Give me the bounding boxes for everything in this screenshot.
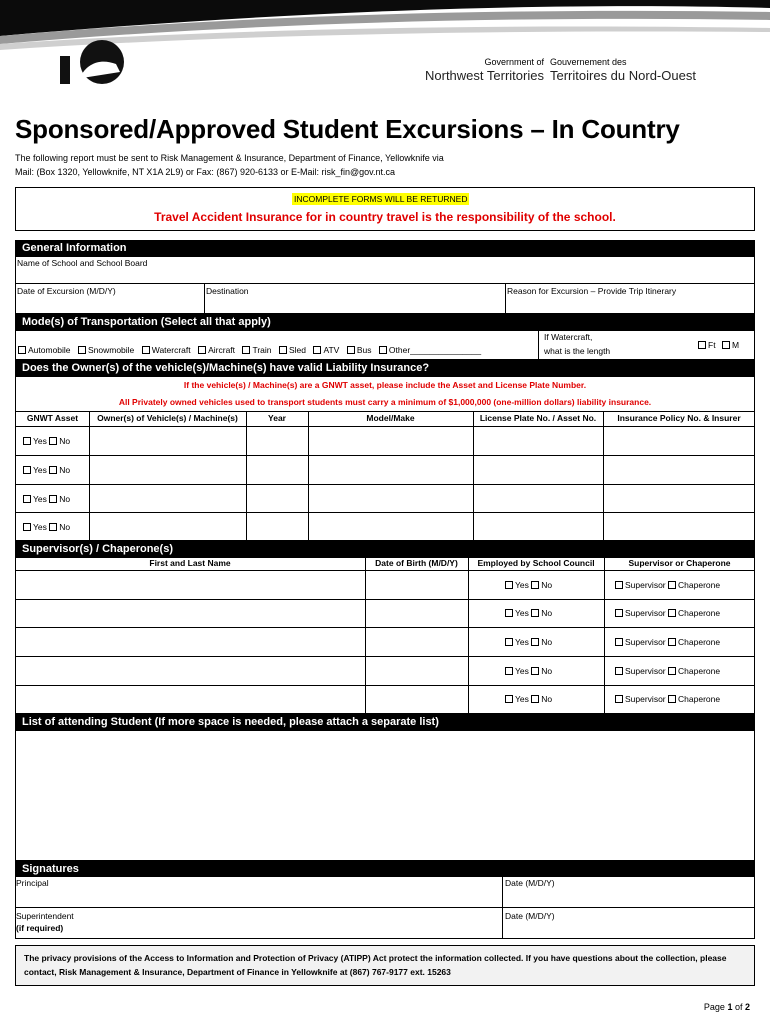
checkbox-icon bbox=[531, 609, 539, 617]
checkbox-icon bbox=[49, 437, 57, 445]
option-train[interactable]: Train bbox=[242, 345, 271, 355]
liability-heading: Does the Owner(s) of the vehicle(s)/Machine(s) have valid Liability Insurance? bbox=[15, 360, 755, 376]
role-row-5[interactable]: Supervisor Chaperone bbox=[615, 694, 720, 704]
intro-text bbox=[15, 151, 615, 179]
row-divider bbox=[15, 685, 755, 686]
checkbox-icon bbox=[668, 667, 676, 675]
col-divider bbox=[246, 411, 247, 541]
general-info-heading: General Information bbox=[15, 240, 755, 256]
role-row-3[interactable]: Supervisor Chaperone bbox=[615, 637, 720, 647]
row-divider bbox=[15, 627, 755, 628]
option-aircraft[interactable]: Aircraft bbox=[198, 345, 235, 355]
checkbox-icon bbox=[668, 695, 676, 703]
option-snowmobile[interactable]: Snowmobile bbox=[78, 345, 134, 355]
checkbox-icon bbox=[531, 695, 539, 703]
transport-heading: Mode(s) of Transportation (Select all that apply) bbox=[15, 314, 755, 330]
col-divider bbox=[365, 557, 366, 714]
col-divider bbox=[604, 557, 605, 714]
checkbox-icon bbox=[313, 346, 321, 354]
date-label: Date of Excursion (M/D/Y) bbox=[17, 286, 116, 296]
checkbox-icon bbox=[615, 695, 623, 703]
checkbox-icon bbox=[279, 346, 287, 354]
col-divider bbox=[473, 411, 474, 541]
option-bus[interactable]: Bus bbox=[347, 345, 372, 355]
intro-line-2: Mail: (Box 1320, Yellowknife, NT X1A 2L9) or Fax: (867) 920-6133 or E-Mail: risk_fin@gov.nt.ca bbox=[15, 167, 395, 177]
incomplete-notice: INCOMPLETE FORMS WILL BE RETURNED bbox=[294, 194, 468, 204]
checkbox-icon bbox=[531, 667, 539, 675]
checkbox-icon bbox=[615, 667, 623, 675]
unit-m[interactable]: M bbox=[722, 340, 739, 350]
checkbox-icon bbox=[23, 466, 31, 474]
col-divider bbox=[603, 411, 604, 541]
col-insurance: Insurance Policy No. & Insurer bbox=[617, 413, 741, 423]
if-required-label: (if required) bbox=[16, 923, 64, 933]
page-number: Page 1 of 2 bbox=[703, 1002, 750, 1012]
checkbox-icon bbox=[668, 609, 676, 617]
checkbox-icon bbox=[615, 581, 623, 589]
checkbox-icon bbox=[49, 466, 57, 474]
checkbox-icon bbox=[505, 609, 513, 617]
signatures-heading: Signatures bbox=[15, 861, 755, 877]
gov-fr: Territoires du Nord-Ouest bbox=[550, 68, 696, 83]
role-row-1[interactable]: Supervisor Chaperone bbox=[615, 580, 720, 590]
role-row-2[interactable]: Supervisor Chaperone bbox=[615, 608, 720, 618]
checkbox-icon bbox=[78, 346, 86, 354]
option-atv[interactable]: ATV bbox=[313, 345, 339, 355]
checkbox-icon bbox=[23, 495, 31, 503]
checkbox-icon bbox=[698, 341, 706, 349]
school-label: Name of School and School Board bbox=[17, 258, 148, 268]
employed-row-3[interactable]: Yes No bbox=[505, 637, 552, 647]
supervisors-heading: Supervisor(s) / Chaperone(s) bbox=[15, 541, 755, 557]
row-divider bbox=[15, 484, 755, 485]
liability-note-2: All Privately owned vehicles used to transport students must carry a minimum of $1,000,000 (one-million dollars) liability insurance. bbox=[118, 397, 652, 407]
gov-fr-small: Gouvernement des bbox=[550, 57, 627, 67]
privacy-footer: The privacy provisions of the Access to Information and Protection of Privacy (ATIPP) Act protect the information collected. If you have questions about the collection, please contact, Risk Management & Insurance, Department of Finance in Yellowknife at (867) 767-9177 ext. 15263 bbox=[15, 945, 755, 986]
asset-yes-no-row-2[interactable]: Yes No bbox=[23, 465, 70, 475]
employed-row-4[interactable]: Yes No bbox=[505, 666, 552, 676]
employed-row-1[interactable]: Yes No bbox=[505, 580, 552, 590]
col-name: First and Last Name bbox=[149, 558, 231, 568]
col-gnwt-asset: GNWT Asset bbox=[26, 413, 79, 423]
employed-row-2[interactable]: Yes No bbox=[505, 608, 552, 618]
checkbox-icon bbox=[531, 638, 539, 646]
option-watercraft[interactable]: Watercraft bbox=[142, 345, 191, 355]
destination-label: Destination bbox=[206, 286, 249, 296]
checkbox-icon bbox=[23, 523, 31, 531]
checkbox-icon bbox=[347, 346, 355, 354]
checkbox-icon bbox=[242, 346, 250, 354]
nwt-logo-icon bbox=[60, 34, 130, 86]
col-role: Supervisor or Chaperone bbox=[628, 558, 731, 568]
checkbox-icon bbox=[18, 346, 26, 354]
col-year: Year bbox=[268, 413, 286, 423]
col-model: Model/Make bbox=[366, 413, 415, 423]
checkbox-icon bbox=[615, 638, 623, 646]
asset-yes-no-row-3[interactable]: Yes No bbox=[23, 494, 70, 504]
liability-note-1: If the vehicle(s) / Machine(s) are a GNWT asset, please include the Asset and License Plate Number. bbox=[183, 380, 587, 390]
row-divider bbox=[15, 455, 755, 456]
checkbox-icon bbox=[668, 638, 676, 646]
superintendent-label: Superintendent bbox=[16, 911, 74, 921]
row-divider bbox=[15, 907, 755, 908]
checkbox-icon bbox=[615, 609, 623, 617]
asset-yes-no-row-1[interactable]: Yes No bbox=[23, 436, 70, 446]
checkbox-icon bbox=[722, 341, 730, 349]
option-automobile[interactable]: Automobile bbox=[18, 345, 71, 355]
row-divider bbox=[15, 599, 755, 600]
checkbox-icon bbox=[505, 638, 513, 646]
row-divider bbox=[15, 512, 755, 513]
watercraft-q1: If Watercraft, bbox=[544, 332, 593, 342]
checkbox-icon bbox=[505, 667, 513, 675]
unit-ft[interactable]: Ft bbox=[698, 340, 716, 350]
checkbox-icon bbox=[668, 581, 676, 589]
checkbox-icon bbox=[49, 495, 57, 503]
role-row-4[interactable]: Supervisor Chaperone bbox=[615, 666, 720, 676]
page-title: Sponsored/Approved Student Excursions – In Country bbox=[15, 114, 680, 144]
checkbox-icon bbox=[531, 581, 539, 589]
superintendent-date-label: Date (M/D/Y) bbox=[505, 911, 555, 921]
col-owner: Owner(s) of Vehicle(s) / Machine(s) bbox=[97, 413, 238, 423]
students-heading: List of attending Student (If more space is needed, please attach a separate list) bbox=[15, 714, 755, 730]
col-employed: Employed by School Council bbox=[477, 558, 595, 568]
watercraft-q2: what is the length bbox=[544, 346, 611, 356]
checkbox-icon bbox=[198, 346, 206, 354]
gov-name-fr bbox=[550, 56, 696, 82]
row-divider bbox=[15, 656, 755, 657]
intro-line-1: The following report must be sent to Risk Management & Insurance, Department of Finance, Yellowknife via bbox=[15, 153, 444, 163]
gov-en: Northwest Territories bbox=[425, 68, 544, 83]
students-list-field[interactable] bbox=[15, 730, 755, 861]
checkbox-icon bbox=[49, 523, 57, 531]
col-license: License Plate No. / Asset No. bbox=[479, 413, 597, 423]
destination-field[interactable] bbox=[204, 283, 506, 314]
gov-en-small: Government of bbox=[484, 57, 544, 67]
col-divider bbox=[89, 411, 90, 541]
checkbox-icon bbox=[23, 437, 31, 445]
col-divider bbox=[308, 411, 309, 541]
option-other[interactable]: Other_______________ bbox=[379, 345, 481, 355]
employed-row-5[interactable]: Yes No bbox=[505, 694, 552, 704]
checkbox-icon bbox=[379, 346, 387, 354]
checkbox-icon bbox=[505, 581, 513, 589]
principal-date-label: Date (M/D/Y) bbox=[505, 878, 555, 888]
gov-name-en bbox=[425, 56, 544, 82]
row-divider bbox=[15, 570, 755, 571]
principal-label: Principal bbox=[16, 878, 49, 888]
option-sled[interactable]: Sled bbox=[279, 345, 306, 355]
reason-label: Reason for Excursion – Provide Trip Itinerary bbox=[507, 286, 677, 296]
checkbox-icon bbox=[505, 695, 513, 703]
col-divider bbox=[502, 875, 503, 939]
transport-options bbox=[18, 340, 481, 358]
col-divider bbox=[468, 557, 469, 714]
checkbox-icon bbox=[142, 346, 150, 354]
asset-yes-no-row-4[interactable]: Yes No bbox=[23, 522, 70, 532]
insurance-notice: Travel Accident Insurance for in country travel is the responsibility of the school. bbox=[154, 210, 616, 224]
col-dob: Date of Birth (M/D/Y) bbox=[375, 558, 458, 568]
